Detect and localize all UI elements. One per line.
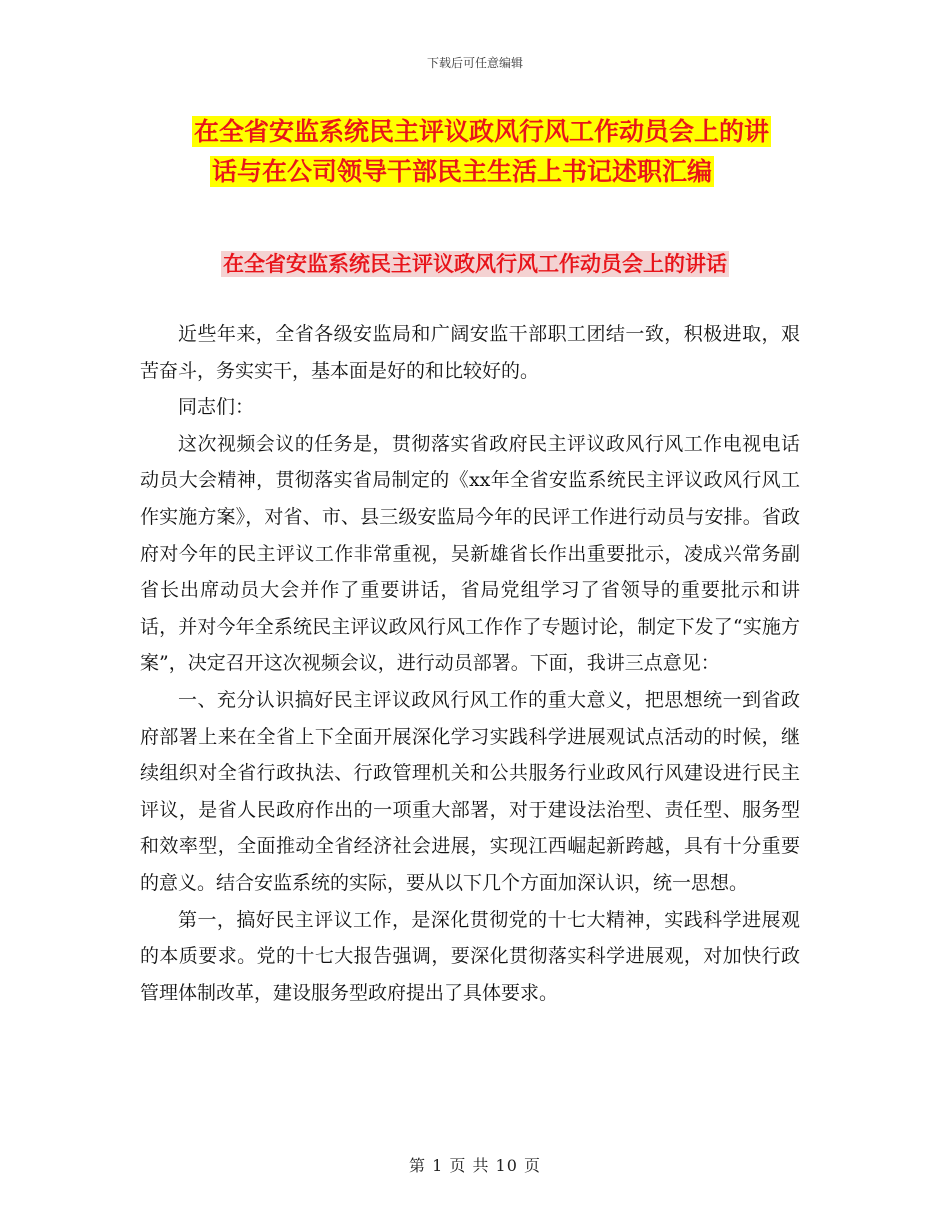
document-title-line-2 <box>140 152 840 192</box>
paragraph: 同志们： <box>178 396 255 419</box>
paragraph: 这次视频会议的任务是，贯彻落实省政府民主评议政风行风工作电视电话动员大会精神，贯彻落实省局制定的《xx年全省安监系统民主评议政风行风工作实施方案》，对省、市、县三级安监局今年的民评工作进行动员与安排。省政府对今年的民主评议工作非常重视，吴新雄省长作出重要批示，凌成兴常务副省长出席动员大会并作了重要讲话，省局党组学习了省领导的重要批示和讲话，并对今年全系统民主评议政风行风工作作了专题讨论，制定下发了“实施方案”，决定召开这次视频会议，进行动员部署。下面，我讲三点意见： <box>140 432 800 675</box>
document-title-line-1-text: 在全省安监系统民主评议政风行风工作动员会上的讲 <box>194 117 770 146</box>
section-title-text: 在全省安监系统民主评议政风行风工作动员会上的讲话 <box>223 252 727 276</box>
paragraph: 第一，搞好民主评议工作，是深化贯彻党的十七大精神，实践科学进展观的本质要求。党的十七大报告强调，要深化贯彻落实科学进展观，对加快行政管理体制改革，建设服务型政府提出了具体要求。 <box>140 908 800 1004</box>
body-text <box>140 316 800 1011</box>
document-title-line-2-text: 话与在公司领导干部民主生活上书记述职汇编 <box>212 157 713 186</box>
header-note: 下载后可任意编辑 <box>426 56 523 70</box>
paragraph: 一、充分认识搞好民主评议政风行风工作的重大意义，把思想统一到省政府部署上来在全省上下全面开展深化学习实践科学进展观试点活动的时候，继续组织对全省行政执法、行政管理机关和公共服务行业政风行风建设进行民主评议，是省人民政府作出的一项重大部署，对于建设法治型、责任型、服务型和效率型，全面推动全省经济社会进展，实现江西崛起新跨越，具有十分重要的意义。结合安监系统的实际，要从以下几个方面加深认识，统一思想。 <box>140 688 800 894</box>
page-number-footer: 第 1 页 共 10 页 <box>409 1156 541 1175</box>
section-title <box>0 247 950 281</box>
document-title-line-1 <box>140 112 840 152</box>
document-title <box>140 112 840 192</box>
paragraph: 近些年来，全省各级安监局和广阔安监干部职工团结一致，积极进取，艰苦奋斗，务实实干，基本面是好的和比较好的。 <box>140 323 800 382</box>
